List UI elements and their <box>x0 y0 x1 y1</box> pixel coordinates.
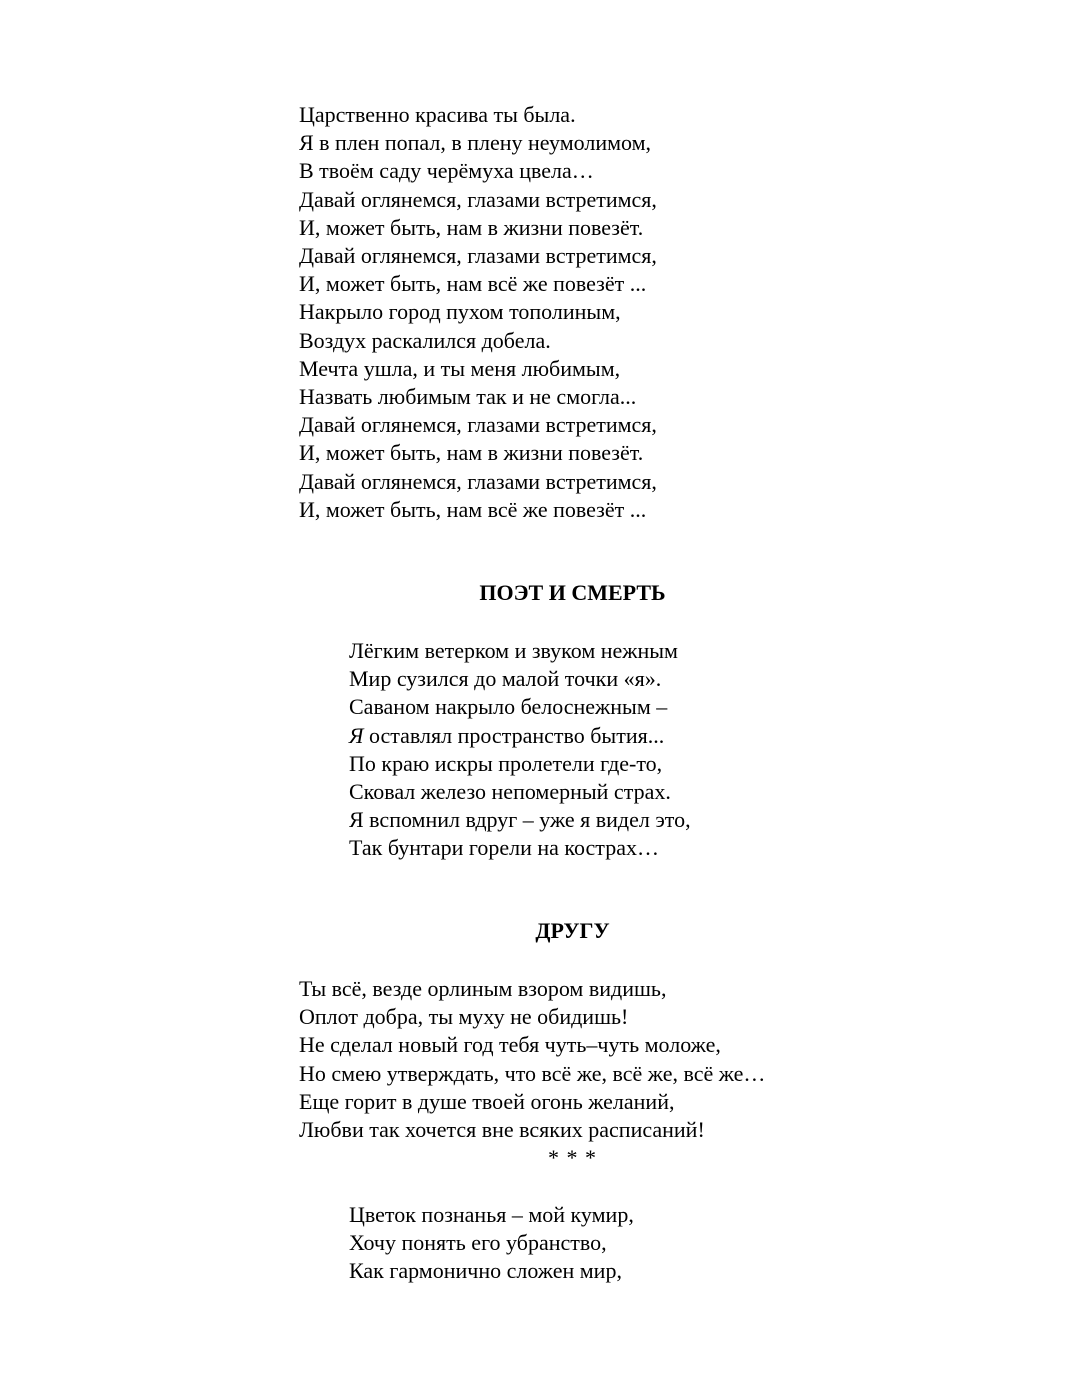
poem-line: Лёгким ветерком и звуком нежным <box>349 638 678 663</box>
poem-line-text: оставлял пространство бытия... <box>368 722 665 748</box>
poem-line: По краю искры пролетели где-то, <box>349 750 663 776</box>
italic-word: Я <box>349 722 364 748</box>
poem-title: ПОЭТ И СМЕРТЬ <box>479 580 666 605</box>
poem-line: В твоём саду черёмуха цвела… <box>299 158 594 184</box>
poem-line: И, может быть, нам в жизни повезёт. <box>299 214 644 240</box>
poem-line: Давай оглянемся, глазами встретимся, <box>299 468 657 494</box>
poem-line <box>349 722 691 750</box>
section-separator: * * * <box>548 1145 597 1170</box>
poem-line: И, может быть, нам в жизни повезёт. <box>299 440 644 466</box>
poem-line: Воздух раскалился добела. <box>299 327 551 353</box>
poem-line: Как гармонично сложен мир, <box>349 1258 622 1284</box>
poem-line: Царственно красива ты была. <box>299 102 576 127</box>
poem-line: Назвать любимым так и не смогла... <box>299 384 637 410</box>
poem-line: Накрыло город пухом тополиным, <box>299 299 621 325</box>
poem-line: Я в плен попал, в плену неумолимом, <box>299 130 652 156</box>
poem-line: Саваном накрыло белоснежным – <box>349 694 668 720</box>
poem-title: ДРУГУ <box>535 918 610 943</box>
poem-line: Так бунтари горели на кострах… <box>349 835 659 861</box>
poem-4 <box>349 1201 634 1286</box>
poem-line: И, может быть, нам всё же повезёт ... <box>299 271 647 297</box>
poem-line: Давай оглянемся, глазами встретимся, <box>299 243 657 269</box>
poem-3 <box>299 975 765 1144</box>
poem-2 <box>349 637 691 863</box>
poem-line: Но смею утверждать, что всё же, всё же, всё же… <box>299 1060 766 1086</box>
poem-1 <box>299 101 657 524</box>
poem-line: И, может быть, нам всё же повезёт ... <box>299 496 647 522</box>
poem-line: Оплот добра, ты муху не обидишь! <box>299 1004 629 1030</box>
poem-line: Мечта ушла, и ты меня любимым, <box>299 355 621 381</box>
poem-line: Еще горит в душе твоей огонь желаний, <box>299 1088 675 1114</box>
poem-line: Хочу понять его убранство, <box>349 1230 607 1256</box>
poem-line: Я вспомнил вдруг – уже я видел это, <box>349 807 691 833</box>
poem-line: Мир сузился до малой точки «я». <box>349 666 662 692</box>
poem-line: Сковал железо непомерный страх. <box>349 779 671 805</box>
poem-line: Любви так хочется вне всяких расписаний! <box>299 1117 705 1143</box>
poem-line: Давай оглянемся, глазами встретимся, <box>299 412 657 438</box>
poem-line: Не сделал новый год тебя чуть–чуть моложе, <box>299 1032 721 1058</box>
poem-line: Цветок познанья – мой кумир, <box>349 1202 634 1227</box>
poem-line: Давай оглянемся, глазами встретимся, <box>299 186 657 212</box>
poem-line: Ты всё, везде орлиным взором видишь, <box>299 976 667 1001</box>
